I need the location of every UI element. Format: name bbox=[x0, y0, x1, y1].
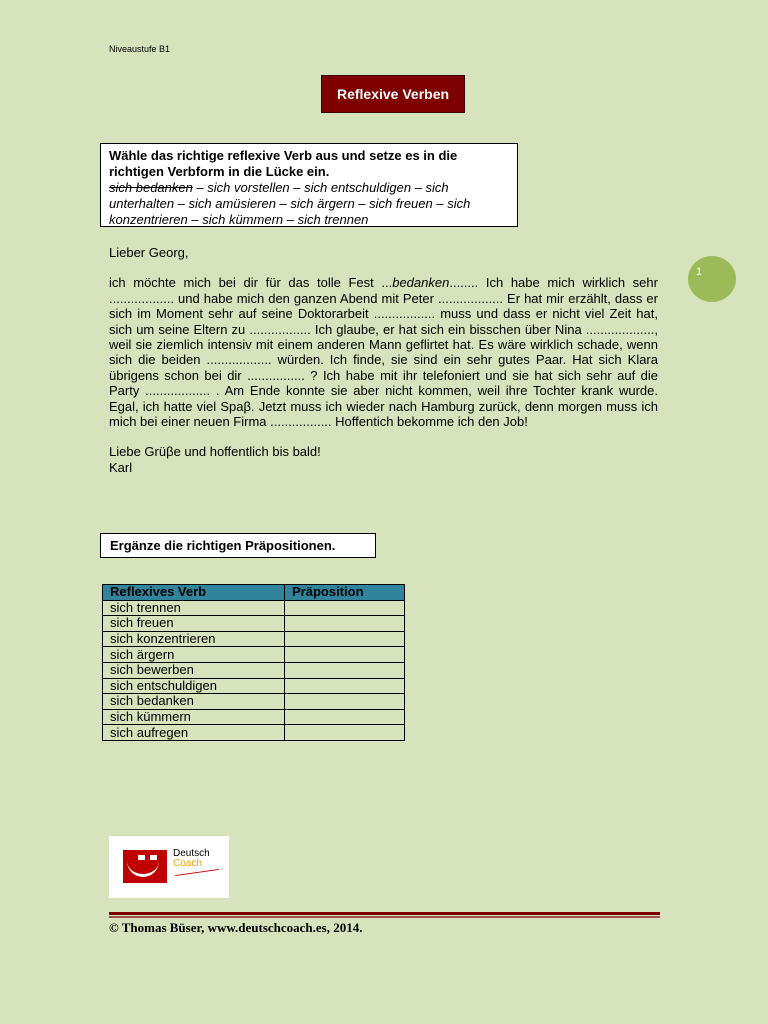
letter-body-start: ich möchte mich bei dir für das tolle Fest ... bbox=[109, 275, 393, 291]
verb-list-rest: – sich vorstellen – sich entschuldigen – sich unterhalten – sich amüsieren – sich ärgern – sich freuen – sich konzentrieren – sich kümmern – sich trennen bbox=[109, 180, 471, 227]
page-number-badge: 1 bbox=[688, 256, 736, 302]
letter-closing: Liebe Grüβe und hoffentlich bis bald! bbox=[109, 444, 321, 460]
table-row bbox=[103, 662, 405, 678]
page-title: Reflexive Verben bbox=[321, 75, 465, 113]
logo-text-deutsch: Deutsch bbox=[173, 848, 210, 859]
table-row bbox=[103, 631, 405, 647]
table-cell-answer[interactable] bbox=[285, 694, 405, 710]
table-header-preposition: Präposition bbox=[285, 585, 405, 601]
preposition-table bbox=[102, 584, 405, 741]
instruction-text: Wähle das richtige reflexive Verb aus und setze es in die richtigen Verbform in die Lücke ein. bbox=[109, 148, 458, 179]
table-cell-verb: sich aufregen bbox=[103, 725, 285, 741]
letter-signature: Karl bbox=[109, 459, 133, 475]
exercise2-instruction: Ergänze die richtigen Präpositionen. bbox=[100, 533, 376, 558]
deutschcoach-logo bbox=[109, 836, 229, 898]
level-label: Niveaustufe B1 bbox=[109, 44, 171, 54]
table-row bbox=[103, 709, 405, 725]
table-row bbox=[103, 694, 405, 710]
letter-body bbox=[109, 275, 658, 429]
table-cell-answer[interactable] bbox=[285, 600, 405, 616]
table-cell-verb: sich konzentrieren bbox=[103, 631, 285, 647]
logo-text-coach: Coach bbox=[173, 858, 202, 869]
table-cell-verb: sich entschuldigen bbox=[103, 678, 285, 694]
table-cell-answer[interactable] bbox=[285, 616, 405, 632]
table-cell-answer[interactable] bbox=[285, 725, 405, 741]
table-cell-answer[interactable] bbox=[285, 709, 405, 725]
table-cell-verb: sich trennen bbox=[103, 600, 285, 616]
table-row bbox=[103, 616, 405, 632]
table-row bbox=[103, 678, 405, 694]
table-cell-verb: sich bedanken bbox=[103, 694, 285, 710]
logo-underline bbox=[175, 869, 219, 876]
verb-example-struck: sich bedanken bbox=[109, 180, 193, 195]
table-row bbox=[103, 600, 405, 616]
table-cell-answer[interactable] bbox=[285, 631, 405, 647]
table-cell-verb: sich ärgern bbox=[103, 647, 285, 663]
table-header-verb: Reflexives Verb bbox=[103, 585, 285, 601]
verb-list bbox=[109, 180, 470, 227]
table-cell-verb: sich kümmern bbox=[103, 709, 285, 725]
footer-divider bbox=[109, 912, 660, 915]
table-cell-answer[interactable] bbox=[285, 678, 405, 694]
letter-body-rest: ........ Ich habe mich wirklich sehr .................. und habe mich den ganzen Abend mit Peter .................. Er hat mir erzählt, dass er sich im Moment sehr auf seine Doktorarbeit ................. muss und dass er nicht viel Zeit hat, sich um seine Eltern zu ................. Ich glaube, er hat sich ein bisschen über Nina ..................., weil sie ziemlich intensiv mit einem anderen Mann geflirtet hat. Es wäre wirklich schade, wenn sich die beiden .................. würden. Ich finde, sie sind ein sehr gutes Paar. Hat sich Klara übrigens schon bei dir ................ ? Ich habe mit ihr telefoniert und sie hat sich sehr auf die Party .................. . Am Ende konnte sie aber nicht kommen, weil ihre Tochter krank wurde. Egal, ich hatte viel Spaβ. Jetzt muss ich wieder nach Hamburg zurück, denn morgen muss ich mich bei einer neuen Firma ................. Hoffentich bekomme ich den Job! bbox=[109, 275, 658, 430]
copyright-footer: © Thomas Büser, www.deutschcoach.es, 2014. bbox=[109, 920, 363, 935]
letter-salutation: Lieber Georg, bbox=[109, 245, 189, 260]
table-cell-verb: sich freuen bbox=[103, 616, 285, 632]
footer-divider-thin bbox=[109, 916, 660, 918]
letter bbox=[109, 245, 658, 475]
instruction-box bbox=[100, 143, 518, 227]
letter-example-answer: bedanken bbox=[392, 275, 450, 291]
table-row bbox=[103, 647, 405, 663]
table-cell-answer[interactable] bbox=[285, 662, 405, 678]
table-cell-answer[interactable] bbox=[285, 647, 405, 663]
table-header-row bbox=[103, 585, 405, 601]
table-cell-verb: sich bewerben bbox=[103, 662, 285, 678]
table-row bbox=[103, 725, 405, 741]
